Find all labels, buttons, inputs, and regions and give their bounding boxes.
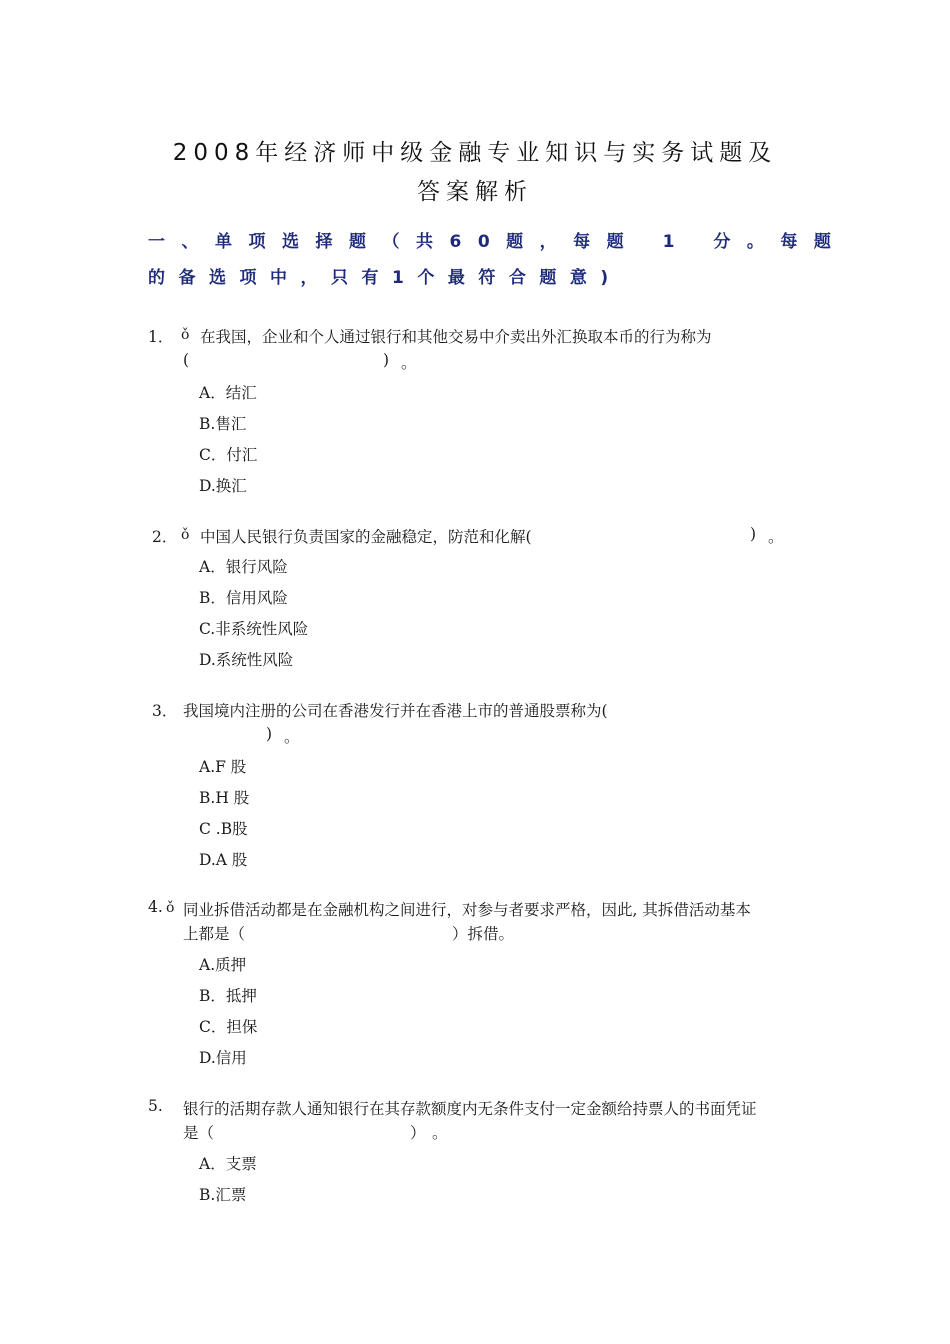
question-5-answer-close: ） [410, 1124, 426, 1142]
question-5-number: 5. [148, 1097, 163, 1115]
question-1-option-d: D.换汇 [199, 477, 247, 495]
question-1-ending: 。 [401, 354, 417, 372]
question-5-ending: 。 [432, 1124, 448, 1142]
question-2-option-b: B．信用风险 [199, 589, 288, 607]
question-4-text: 同业拆借活动都是在金融机构之间进行，对参与者要求严格，因此, 其拆借活动基本 [183, 901, 751, 919]
question-1-text: 在我国，企业和个人通过银行和其他交易中介卖出外汇换取本币的行为称为 [200, 328, 712, 346]
question-4-text-line-2-start: 上都是（ [183, 925, 246, 943]
question-1-answer-open: ( [183, 351, 190, 369]
question-1-option-b: B.售汇 [199, 415, 247, 433]
question-2-option-a: A．银行风险 [199, 558, 288, 576]
question-4-text-line-2-end: ）拆借。 [452, 925, 515, 943]
question-4-option-c: C．担保 [199, 1018, 258, 1036]
question-1-marker: ǒ [181, 327, 190, 343]
document-title-line-2: 答案解析 [417, 179, 533, 205]
section-heading-line-1: 一、单项选择题（共60题，每题 1 分。每题 [148, 232, 848, 252]
section-heading-line-2: 的备选项中，只有1个最符合题意) [148, 268, 622, 288]
question-3-option-a: A.F 股 [199, 758, 247, 776]
question-2-text: 中国人民银行负责国家的金融稳定，防范和化解( [200, 528, 532, 546]
question-2-option-d: D.系统性风险 [199, 651, 294, 669]
question-2-ending: 。 [768, 528, 784, 546]
document-title-line-1: 2008年经济师中级金融专业知识与实务试题及 [172, 140, 778, 166]
question-3-ending: 。 [284, 728, 300, 746]
question-4-option-b: B．抵押 [199, 987, 257, 1005]
question-2-option-c: C.非系统性风险 [199, 620, 309, 638]
question-5-option-b: B.汇票 [199, 1186, 247, 1204]
question-1-option-a: A．结汇 [199, 384, 257, 402]
question-1-answer-close: ) [383, 351, 390, 369]
question-4-marker: ǒ [166, 900, 175, 916]
question-2-marker: ǒ [181, 527, 190, 543]
question-1-number: 1． [148, 328, 174, 346]
question-5-text-line-2-start: 是（ [183, 1124, 215, 1142]
question-3-option-b: B.H 股 [199, 789, 250, 807]
question-3-text: 我国境内注册的公司在香港发行并在香港上市的普通股票称为( [183, 702, 608, 720]
question-2-number: 2． [152, 528, 178, 546]
question-3-answer-close: ) [266, 725, 273, 743]
question-5-text: 银行的活期存款人通知银行在其存款额度内无条件支付一定金额给持票人的书面凭证 [183, 1100, 757, 1118]
question-5-option-a: A．支票 [199, 1155, 257, 1173]
question-1-option-c: C．付汇 [199, 446, 258, 464]
question-2-answer-close: ) [750, 525, 757, 543]
question-3-option-c: C .B股 [199, 820, 248, 838]
question-3-option-d: D.A 股 [199, 851, 248, 869]
question-4-number: 4. [148, 898, 163, 916]
question-4-option-a: A.质押 [199, 956, 247, 974]
question-4-option-d: D.信用 [199, 1049, 247, 1067]
question-3-number: 3． [152, 702, 178, 720]
